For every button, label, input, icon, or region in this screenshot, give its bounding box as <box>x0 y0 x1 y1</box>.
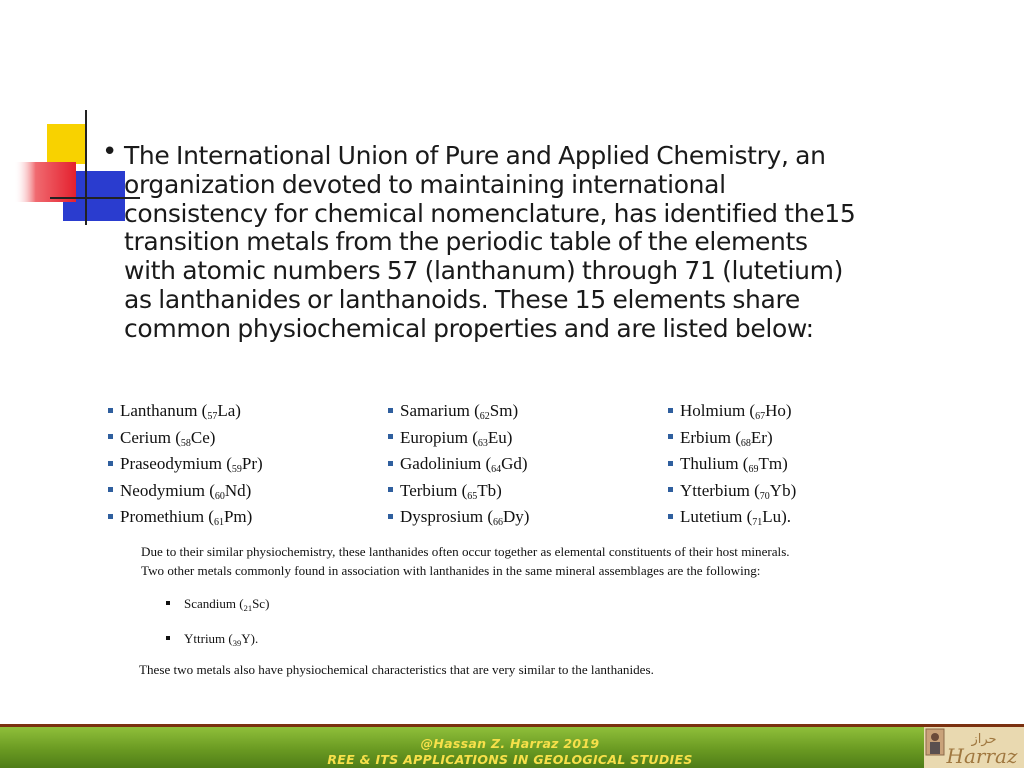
element-name: Samarium ( <box>400 401 480 420</box>
elements-column-2 <box>388 398 529 531</box>
element-name: Dysprosium ( <box>400 507 494 526</box>
main-line: with atomic numbers 57 (lanthanum) through 71 (lutetium) <box>124 256 844 286</box>
main-line: transition metals from the periodic table of the elements <box>124 227 808 257</box>
element-item <box>108 398 263 425</box>
element-name: Erbium ( <box>680 427 741 447</box>
atomic-number: 67 <box>755 411 766 422</box>
yttrium-item <box>166 631 258 647</box>
bullet-square-icon <box>388 487 393 492</box>
element-item <box>108 451 263 478</box>
element-item <box>388 451 529 478</box>
bullet-square-icon <box>668 487 673 492</box>
atomic-number: 65 <box>467 490 478 502</box>
atomic-number: 71 <box>752 517 763 528</box>
bullet-square-icon <box>668 434 673 439</box>
element-name: Cerium ( <box>120 427 181 447</box>
atomic-number: 39 <box>232 638 242 648</box>
atomic-number: 57 <box>207 411 218 422</box>
bullet-square-icon <box>668 461 673 466</box>
main-line: consistency for chemical nomenclature, has identified the15 <box>124 198 856 228</box>
element-symbol: Lu). <box>762 507 792 526</box>
element-item <box>388 425 529 452</box>
element-symbol: Ho) <box>765 401 792 420</box>
element-symbol: Pm) <box>223 507 253 526</box>
bullet-square-icon <box>108 487 113 492</box>
element-symbol: Er) <box>750 427 773 447</box>
element-name: Lutetium ( <box>680 507 753 526</box>
atomic-number: 61 <box>213 517 224 528</box>
svg-text:Harraz: Harraz <box>946 744 1018 768</box>
paragraph-line: Two other metals commonly found in association with lanthanides in the same mineral assemblages are the following: <box>141 562 761 578</box>
element-symbol: Tb) <box>477 480 502 500</box>
element-item <box>668 398 796 425</box>
element-symbol: Gd) <box>501 454 528 473</box>
element-symbol: La) <box>217 401 241 420</box>
elements-column-1 <box>108 398 263 531</box>
main-line: The International Union of Pure and Applied Chemistry, an <box>124 141 826 170</box>
element-item <box>108 504 263 531</box>
element-name: Neodymium ( <box>120 480 215 500</box>
bullet-square-icon <box>166 601 170 605</box>
closing-paragraph: These two metals also have physiochemical characteristics that are very similar to the lanthanides. <box>139 662 654 677</box>
element-symbol: Y). <box>241 631 259 646</box>
red-square <box>14 162 76 202</box>
atomic-number: 64 <box>491 464 502 475</box>
svg-text:حراز: حراز <box>971 732 997 747</box>
decorative-corner-graphic <box>0 0 140 240</box>
bullet-square-icon <box>668 408 673 413</box>
atomic-number: 59 <box>231 464 242 475</box>
element-item <box>668 425 796 452</box>
atomic-number: 58 <box>180 437 191 449</box>
atomic-number: 21 <box>243 603 253 613</box>
element-item <box>388 478 529 505</box>
element-symbol: Pr) <box>241 454 263 473</box>
element-item <box>108 425 263 452</box>
element-name: Gadolinium ( <box>400 454 492 473</box>
bullet-square-icon <box>108 434 113 439</box>
footer-title: REE & ITS APPLICATIONS IN GEOLOGICAL STUDIES <box>327 752 693 767</box>
bullet-square-icon <box>388 461 393 466</box>
footer-bar <box>0 727 1024 768</box>
element-symbol: Eu) <box>487 427 513 447</box>
bullet-square-icon <box>388 514 393 519</box>
atomic-number: 70 <box>759 490 770 502</box>
atomic-number: 63 <box>477 437 488 449</box>
yellow-square <box>47 124 87 164</box>
atomic-number: 68 <box>740 437 751 449</box>
element-name: Europium ( <box>400 427 478 447</box>
element-symbol: Tm) <box>758 454 788 473</box>
bullet-square-icon <box>388 408 393 413</box>
atomic-number: 60 <box>214 490 225 502</box>
main-line: as lanthanides or lanthanoids. These 15 elements share <box>124 284 800 314</box>
atomic-number: 62 <box>479 411 490 422</box>
element-name: Promethium ( <box>120 507 214 526</box>
bullet-square-icon <box>108 461 113 466</box>
bullet-square-icon <box>668 514 673 519</box>
element-item <box>388 398 529 425</box>
element-name: Lanthanum ( <box>120 401 208 420</box>
bullet-square-icon <box>388 434 393 439</box>
elements-column-3 <box>668 398 796 531</box>
association-paragraph <box>141 543 961 580</box>
main-line: common physiochemical properties and are listed below: <box>124 313 814 343</box>
element-symbol: Nd) <box>224 480 252 500</box>
element-name: Holmium ( <box>680 401 756 420</box>
element-item <box>108 478 263 505</box>
bullet-square-icon <box>108 408 113 413</box>
bullet-square-icon <box>108 514 113 519</box>
main-paragraph <box>124 142 994 344</box>
element-symbol: Dy) <box>503 507 530 526</box>
element-symbol: Sm) <box>489 401 519 420</box>
bullet-square-icon <box>166 636 170 640</box>
element-item <box>668 504 796 531</box>
main-line: organization devoted to maintaining international <box>124 169 726 199</box>
paragraph-line: Due to their similar physiochemistry, these lanthanides often occur together as elemental constituents of their host minerals. <box>141 544 790 559</box>
footer-author: @Hassan Z. Harraz 2019 <box>420 736 600 751</box>
element-symbol: Sc) <box>252 596 270 611</box>
element-symbol: Ce) <box>190 427 216 447</box>
element-name: Praseodymium ( <box>120 454 232 473</box>
scandium-item <box>166 596 269 612</box>
element-symbol: Yb) <box>769 480 797 500</box>
element-name: Scandium ( <box>184 596 244 611</box>
harraz-logo <box>924 727 1024 768</box>
element-name: Thulium ( <box>680 454 749 473</box>
element-item <box>388 504 529 531</box>
element-name: Terbium ( <box>400 480 468 500</box>
element-name: Ytterbium ( <box>680 480 760 500</box>
element-item <box>668 451 796 478</box>
main-bullet-marker: • <box>102 137 118 167</box>
element-item <box>668 478 796 505</box>
element-name: Yttrium ( <box>184 631 233 646</box>
atomic-number: 66 <box>493 517 504 528</box>
atomic-number: 69 <box>748 464 759 475</box>
